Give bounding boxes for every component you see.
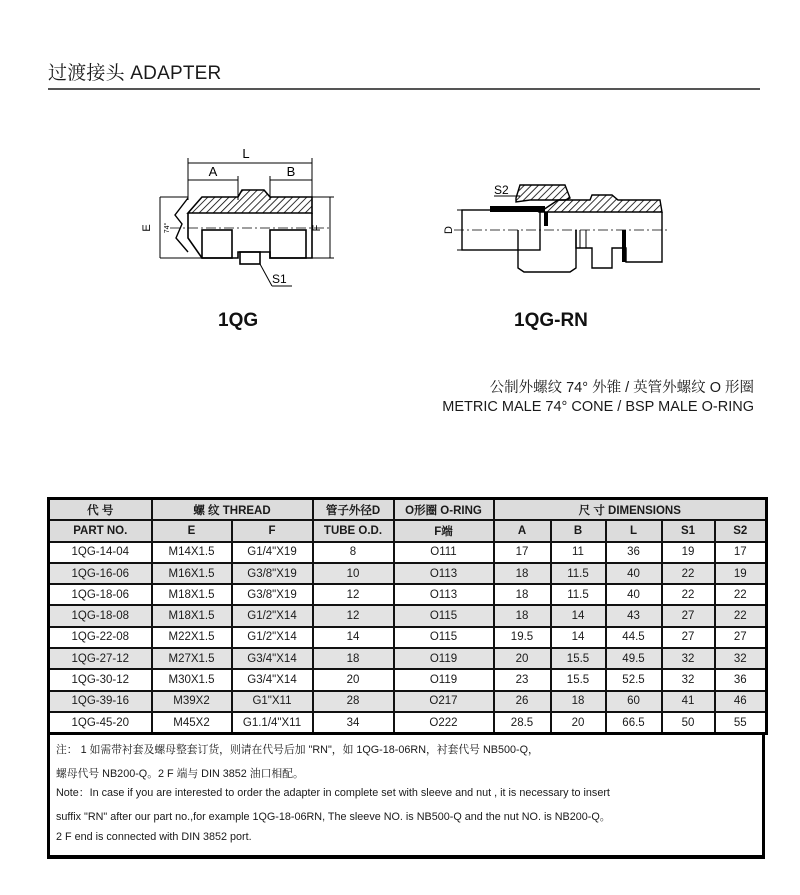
cell-part-no: 1QG-16-06 <box>49 563 152 584</box>
dim-label-E: E <box>141 224 153 232</box>
table-body <box>49 542 767 734</box>
header-l: L <box>606 520 662 541</box>
model-label-1qg: 1QG <box>218 310 259 331</box>
cell-dim-b: 20 <box>551 712 606 734</box>
cell-part-no: 1QG-22-08 <box>49 627 152 648</box>
cell-dim-l: 66.5 <box>606 712 662 734</box>
spec-table <box>47 497 768 735</box>
cell-oring: O115 <box>394 627 494 648</box>
description-cn: 公制外螺纹 74° 外锥 / 英管外螺纹 O 形圈 <box>489 380 754 396</box>
cell-tube-od: 8 <box>313 542 394 563</box>
cell-dim-b: 11.5 <box>551 584 606 605</box>
product-description <box>442 379 754 417</box>
cell-part-no: 1QG-27-12 <box>49 648 152 669</box>
cell-oring: O222 <box>394 712 494 734</box>
cell-dim-s2: 27 <box>715 627 767 648</box>
table-row <box>49 712 767 734</box>
cell-dim-s2: 55 <box>715 712 767 734</box>
dim-label-S2: S2 <box>494 183 509 197</box>
note-line-cn-1: 注： 1 如需带衬套及螺母整套订货，则请在代号后加 "RN"，如 1QG-18-06RN，衬套代号 NB500-Q， <box>56 744 539 756</box>
cell-dim-l: 36 <box>606 542 662 563</box>
page-title: 过渡接头 ADAPTER <box>48 63 222 84</box>
table-row <box>49 563 767 584</box>
angle-label: 74° <box>164 222 171 234</box>
dim-label-D: D <box>443 226 455 234</box>
cell-dim-a: 26 <box>494 691 551 712</box>
dim-label-S1: S1 <box>272 272 287 286</box>
cell-part-no: 1QG-14-04 <box>49 542 152 563</box>
cell-oring: O115 <box>394 605 494 626</box>
cell-dim-b: 11 <box>551 542 606 563</box>
cell-dim-a: 18 <box>494 605 551 626</box>
cell-thread-e: M45X2 <box>152 712 232 734</box>
cell-dim-s1: 22 <box>662 584 715 605</box>
cell-oring: O217 <box>394 691 494 712</box>
cell-tube-od: 14 <box>313 627 394 648</box>
table-row <box>49 691 767 712</box>
cell-oring: O113 <box>394 584 494 605</box>
cell-dim-b: 15.5 <box>551 648 606 669</box>
dim-label-B: B <box>286 164 296 179</box>
header-thread: 螺 纹 THREAD <box>152 499 313 521</box>
note-line-en-3: 2 F end is connected with DIN 3852 port. <box>56 831 252 843</box>
cell-dim-l: 43 <box>606 605 662 626</box>
cell-thread-f: G3/8"X19 <box>232 563 313 584</box>
cell-dim-l: 44.5 <box>606 627 662 648</box>
header-e: E <box>152 520 232 541</box>
cell-oring: O119 <box>394 648 494 669</box>
cell-dim-s2: 19 <box>715 563 767 584</box>
cell-tube-od: 34 <box>313 712 394 734</box>
cell-dim-b: 15.5 <box>551 669 606 690</box>
cell-tube-od: 10 <box>313 563 394 584</box>
cell-dim-a: 17 <box>494 542 551 563</box>
cell-dim-b: 14 <box>551 627 606 648</box>
cell-dim-s1: 27 <box>662 605 715 626</box>
cell-dim-s1: 19 <box>662 542 715 563</box>
cell-dim-l: 60 <box>606 691 662 712</box>
table-row <box>49 648 767 669</box>
cell-dim-a: 19.5 <box>494 627 551 648</box>
cell-thread-e: M14X1.5 <box>152 542 232 563</box>
header-part-no: PART NO. <box>49 520 152 541</box>
cell-thread-e: M39X2 <box>152 691 232 712</box>
model-label-1qg-rn: 1QG-RN <box>514 310 588 331</box>
header-part-no-cn: 代 号 <box>49 499 152 521</box>
cell-thread-f: G1/2"X14 <box>232 627 313 648</box>
table-row <box>49 605 767 626</box>
cell-tube-od: 12 <box>313 584 394 605</box>
description-en: METRIC MALE 74° CONE / BSP MALE O-RING <box>442 399 754 415</box>
cell-dim-a: 23 <box>494 669 551 690</box>
dim-label-L: L <box>242 146 250 161</box>
note-line-cn-2: 螺母代号 NB200-Q。2 F 端与 DIN 3852 油口相配。 <box>56 768 304 780</box>
table-row <box>49 669 767 690</box>
adapter-1qg-rn-drawing <box>440 170 680 280</box>
cell-thread-f: G1"X11 <box>232 691 313 712</box>
cell-part-no: 1QG-39-16 <box>49 691 152 712</box>
dim-label-A: A <box>208 164 218 179</box>
cell-dim-a: 18 <box>494 584 551 605</box>
cell-dim-s2: 22 <box>715 605 767 626</box>
dim-label-F: F <box>311 224 323 232</box>
cell-part-no: 1QG-18-08 <box>49 605 152 626</box>
cell-thread-e: M22X1.5 <box>152 627 232 648</box>
cell-dim-s1: 32 <box>662 669 715 690</box>
cell-dim-l: 40 <box>606 563 662 584</box>
header-b: B <box>551 520 606 541</box>
cell-tube-od: 20 <box>313 669 394 690</box>
cell-oring: O111 <box>394 542 494 563</box>
note-line-en-1: Note：In case if you are interested to order the adapter in complete set with sleeve and nut , it is necessary to insert <box>56 787 610 799</box>
cell-part-no: 1QG-30-12 <box>49 669 152 690</box>
header-s2: S2 <box>715 520 767 541</box>
header-f-end: F端 <box>394 520 494 541</box>
cell-dim-b: 11.5 <box>551 563 606 584</box>
cell-thread-e: M16X1.5 <box>152 563 232 584</box>
cell-dim-s2: 46 <box>715 691 767 712</box>
cell-dim-l: 52.5 <box>606 669 662 690</box>
cell-thread-f: G1.1/4"X11 <box>232 712 313 734</box>
diagram-1qg <box>130 140 360 300</box>
cell-dim-s1: 41 <box>662 691 715 712</box>
cell-dim-b: 14 <box>551 605 606 626</box>
cell-dim-l: 40 <box>606 584 662 605</box>
cell-dim-s2: 32 <box>715 648 767 669</box>
diagram-1qg-rn <box>440 170 680 280</box>
header-f: F <box>232 520 313 541</box>
cell-thread-e: M18X1.5 <box>152 605 232 626</box>
cell-dim-s2: 22 <box>715 584 767 605</box>
cell-thread-e: M30X1.5 <box>152 669 232 690</box>
header-a: A <box>494 520 551 541</box>
cell-tube-od: 12 <box>313 605 394 626</box>
cell-oring: O119 <box>394 669 494 690</box>
cell-dim-l: 49.5 <box>606 648 662 669</box>
table-subheader-row <box>49 520 767 541</box>
header-s1: S1 <box>662 520 715 541</box>
cell-dim-s1: 27 <box>662 627 715 648</box>
header-tube-od-cn: 管子外径D <box>313 499 394 521</box>
header-dimensions: 尺 寸 DIMENSIONS <box>494 499 767 521</box>
cell-thread-f: G3/4"X14 <box>232 669 313 690</box>
table-row <box>49 542 767 563</box>
header-oring: O形圈 O-RING <box>394 499 494 521</box>
cell-thread-f: G3/4"X14 <box>232 648 313 669</box>
cell-dim-b: 18 <box>551 691 606 712</box>
adapter-1qg-drawing <box>130 140 360 300</box>
cell-part-no: 1QG-45-20 <box>49 712 152 734</box>
cell-thread-e: M18X1.5 <box>152 584 232 605</box>
cell-tube-od: 28 <box>313 691 394 712</box>
cell-thread-f: G3/8"X19 <box>232 584 313 605</box>
cell-thread-f: G1/4"X19 <box>232 542 313 563</box>
cell-tube-od: 18 <box>313 648 394 669</box>
cell-dim-a: 28.5 <box>494 712 551 734</box>
cell-dim-s1: 50 <box>662 712 715 734</box>
cell-dim-a: 20 <box>494 648 551 669</box>
cell-dim-a: 18 <box>494 563 551 584</box>
cell-dim-s1: 32 <box>662 648 715 669</box>
notes-box <box>47 733 765 859</box>
cell-dim-s1: 22 <box>662 563 715 584</box>
cell-part-no: 1QG-18-06 <box>49 584 152 605</box>
note-line-en-2: suffix "RN" after our part no.,for example 1QG-18-06RN, The sleeve NO. is NB500-Q and the nut NO. is NB200-Q。 <box>56 811 611 823</box>
table-header-row <box>49 499 767 521</box>
cell-oring: O113 <box>394 563 494 584</box>
cell-thread-e: M27X1.5 <box>152 648 232 669</box>
cell-thread-f: G1/2"X14 <box>232 605 313 626</box>
cell-dim-s2: 17 <box>715 542 767 563</box>
cell-dim-s2: 36 <box>715 669 767 690</box>
header-tube-od: TUBE O.D. <box>313 520 394 541</box>
table-row <box>49 627 767 648</box>
table-row <box>49 584 767 605</box>
title-divider <box>48 88 760 90</box>
